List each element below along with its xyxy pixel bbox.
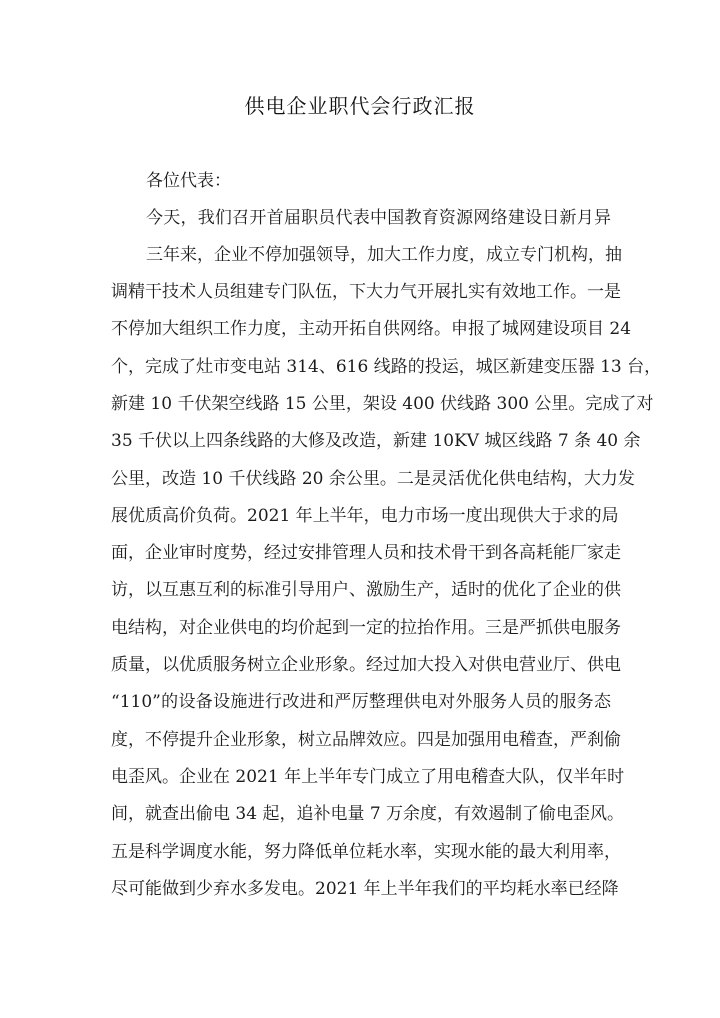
body-line: 间，就查出偷电 34 起，追补电量 7 万余度，有效遏制了偷电歪风。 [111, 804, 625, 824]
body-line: 展优质高价负荷。2021 年上半年，电力市场一度出现供大于求的局 [111, 506, 619, 526]
body-line: 公里，改造 10 千伏线路 20 余公里。二是灵活优化供电结构，大力发 [111, 469, 635, 489]
body-line: 新建 10 千伏架空线路 15 公里，架设 400 伏线路 300 公里。完成了对 [111, 394, 654, 414]
document-title: 供电企业职代会行政汇报 [244, 94, 476, 118]
body-line: 个，完成了灶市变电站 314、616 线路的投运，城区新建变压器 13 台， [111, 357, 662, 377]
salutation: 各位代表： [146, 171, 231, 191]
body-line: “110”的设备设施进行改进和严厉整理供电对外服务人员的服务态 [111, 692, 611, 712]
body-line: 质量，以优质服务树立企业形象。经过加大投入对供电营业厅、供电 [111, 655, 621, 675]
body-line: 三年来，企业不停加强领导，加大工作力度，成立专门机构，抽 [146, 245, 622, 265]
body-line: 今天，我们召开首届职员代表中国教育资源网络建设日新月异 [146, 208, 611, 228]
body-line: 五是科学调度水能，努力降低单位耗水率，实现水能的最大利用率， [111, 842, 621, 862]
body-line: 35 千伏以上四条线路的大修及改造，新建 10KV 城区线路 7 条 40 余 [111, 431, 641, 451]
body-line: 不停加大组织工作力度，主动开拓自供网络。申报了城网建设项目 24 [111, 319, 632, 339]
body-line: 尽可能做到少弃水多发电。2021 年上半年我们的平均耗水率已经降 [111, 879, 619, 899]
body-line: 调精干技术人员组建专门队伍，下大力气开展扎实有效地工作。一是 [111, 282, 621, 302]
body-line: 度，不停提升企业形象，树立品牌效应。四是加强用电稽查，严刹偷 [111, 730, 621, 750]
body-line: 访，以互惠互利的标准引导用户、激励生产，适时的优化了企业的供 [111, 580, 621, 600]
body-line: 电结构，对企业供电的均价起到一定的拉抬作用。三是严抓供电服务 [111, 618, 621, 638]
body-line: 电歪风。企业在 2021 年上半年专门成立了用电稽查大队，仅半年时 [111, 767, 625, 787]
body-line: 面，企业审时度势，经过安排管理人员和技术骨干到各高耗能厂家走 [111, 543, 621, 563]
